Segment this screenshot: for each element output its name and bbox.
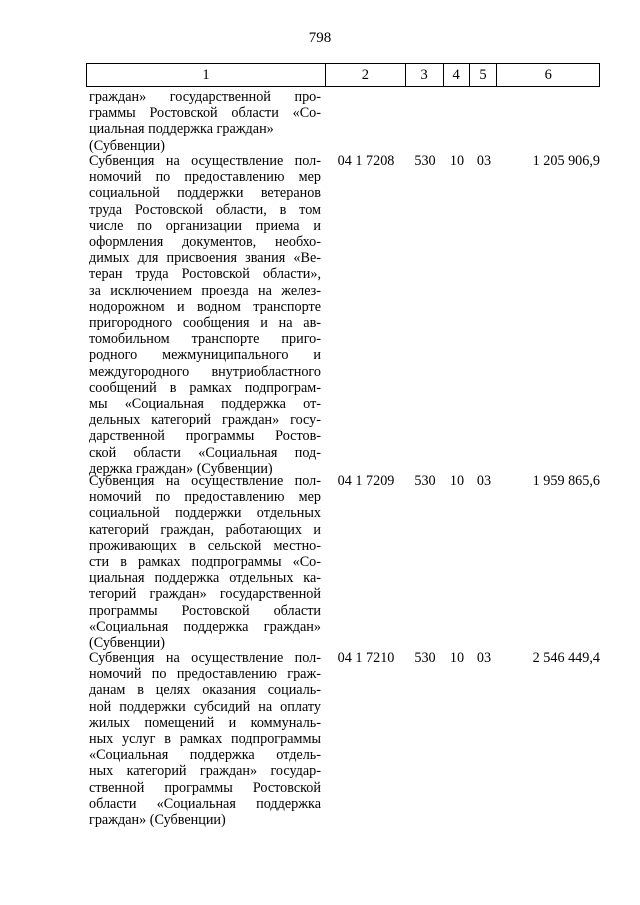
description-line: ской области «Социальная под- [89,444,321,461]
description-line: димых для присвоения звания «Ве- [89,250,321,267]
description-line: мы «Социальная поддержка от- [89,396,321,413]
description-line: циальная поддержка граждан» [89,121,274,138]
row-description [89,153,321,477]
description-line: Субвенция на осуществление пол- [89,650,321,666]
row-description [89,650,321,828]
description-line: числе по организации приема и [89,217,321,234]
description-line: программы Ростовской области [89,602,321,619]
header-col-4: 4 [444,64,470,86]
row-rz: 10 [449,650,465,666]
row-vr: 530 [414,473,436,489]
description-line: «Социальная поддержка граждан» [89,618,321,635]
description-line: дарственной программы Ростов- [89,428,321,445]
row-code: 04 1 7210 [337,650,395,666]
description-line: категорий граждан, работающих и [89,521,321,538]
description-line: жилых помещений и коммуналь- [89,714,321,731]
description-line: сообщений в рамках подпрограм- [89,379,321,396]
description-line: граждан» государственной про- [89,89,321,105]
description-line: ных услуг в рамках подпрограммы [89,731,321,748]
description-line: теран труда Ростовской области», [89,266,321,283]
description-line: нодорожном и водном транспорте [89,298,321,315]
row-amount: 2 546 449,4 [532,650,600,666]
row-rz: 10 [449,153,465,169]
description-line: области «Социальная поддержка [89,795,321,812]
description-line: держка граждан» (Субвенции) [89,460,273,477]
description-line: проживающих в сельской местно- [89,537,321,554]
description-line: ственной программы Ростовской [89,779,321,796]
row-description [89,89,321,154]
table-header-row [86,63,600,87]
header-col-5: 5 [470,64,498,86]
description-line: граждан» (Субвенции) [89,812,226,829]
description-line: ных категорий граждан» государ- [89,763,321,780]
row-amount: 1 205 906,9 [532,153,600,169]
description-line: «Социальная поддержка отдель- [89,747,321,764]
description-line: оформления документов, необхо- [89,234,321,251]
description-line: (Субвенции) [89,137,165,154]
description-line: данам в целях оказания социаль- [89,682,321,699]
header-col-3: 3 [406,64,444,86]
header-col-6: 6 [544,66,552,83]
header-col-2: 2 [326,64,406,86]
row-rz: 10 [449,473,465,489]
description-line: дельных категорий граждан» госу- [89,412,321,429]
page-number: 798 [308,30,332,46]
description-line: циальная поддержка отдельных ка- [89,570,321,587]
header-col-1: 1 [87,64,326,86]
row-pr: 03 [476,650,492,666]
description-line: сти в рамках подпрограммы «Со- [89,554,321,571]
row-pr: 03 [476,153,492,169]
description-line: тегорий граждан» государственной [89,586,321,603]
description-line: томобильном транспорте приго- [89,331,321,348]
description-line: труда Ростовской области, в том [89,201,321,218]
row-code: 04 1 7208 [337,153,395,169]
description-line: номочий по предоставлению граж- [89,666,321,683]
description-line: социальной поддержки отдельных [89,505,321,522]
row-description [89,473,321,651]
description-line: номочий по предоставлению мер [89,489,321,506]
description-line: социальной поддержки ветеранов [89,185,321,202]
description-line: пригородного сообщения и на ав- [89,315,321,332]
description-line: ной поддержки субсидий на оплату [89,698,321,715]
row-amount: 1 959 865,6 [532,473,600,489]
row-pr: 03 [476,473,492,489]
description-line: Субвенция на осуществление пол- [89,473,321,489]
row-code: 04 1 7209 [337,473,395,489]
row-vr: 530 [414,650,436,666]
description-line: Субвенция на осуществление пол- [89,153,321,169]
row-vr: 530 [414,153,436,169]
description-line: граммы Ростовской области «Со- [89,105,321,122]
description-line: родного межмуниципального и [89,347,321,364]
description-line: междугородного внутриобластного [89,363,321,380]
description-line: (Субвенции) [89,635,165,652]
description-line: за исключением проезда на желез- [89,282,321,299]
description-line: номочий по предоставлению мер [89,169,321,186]
